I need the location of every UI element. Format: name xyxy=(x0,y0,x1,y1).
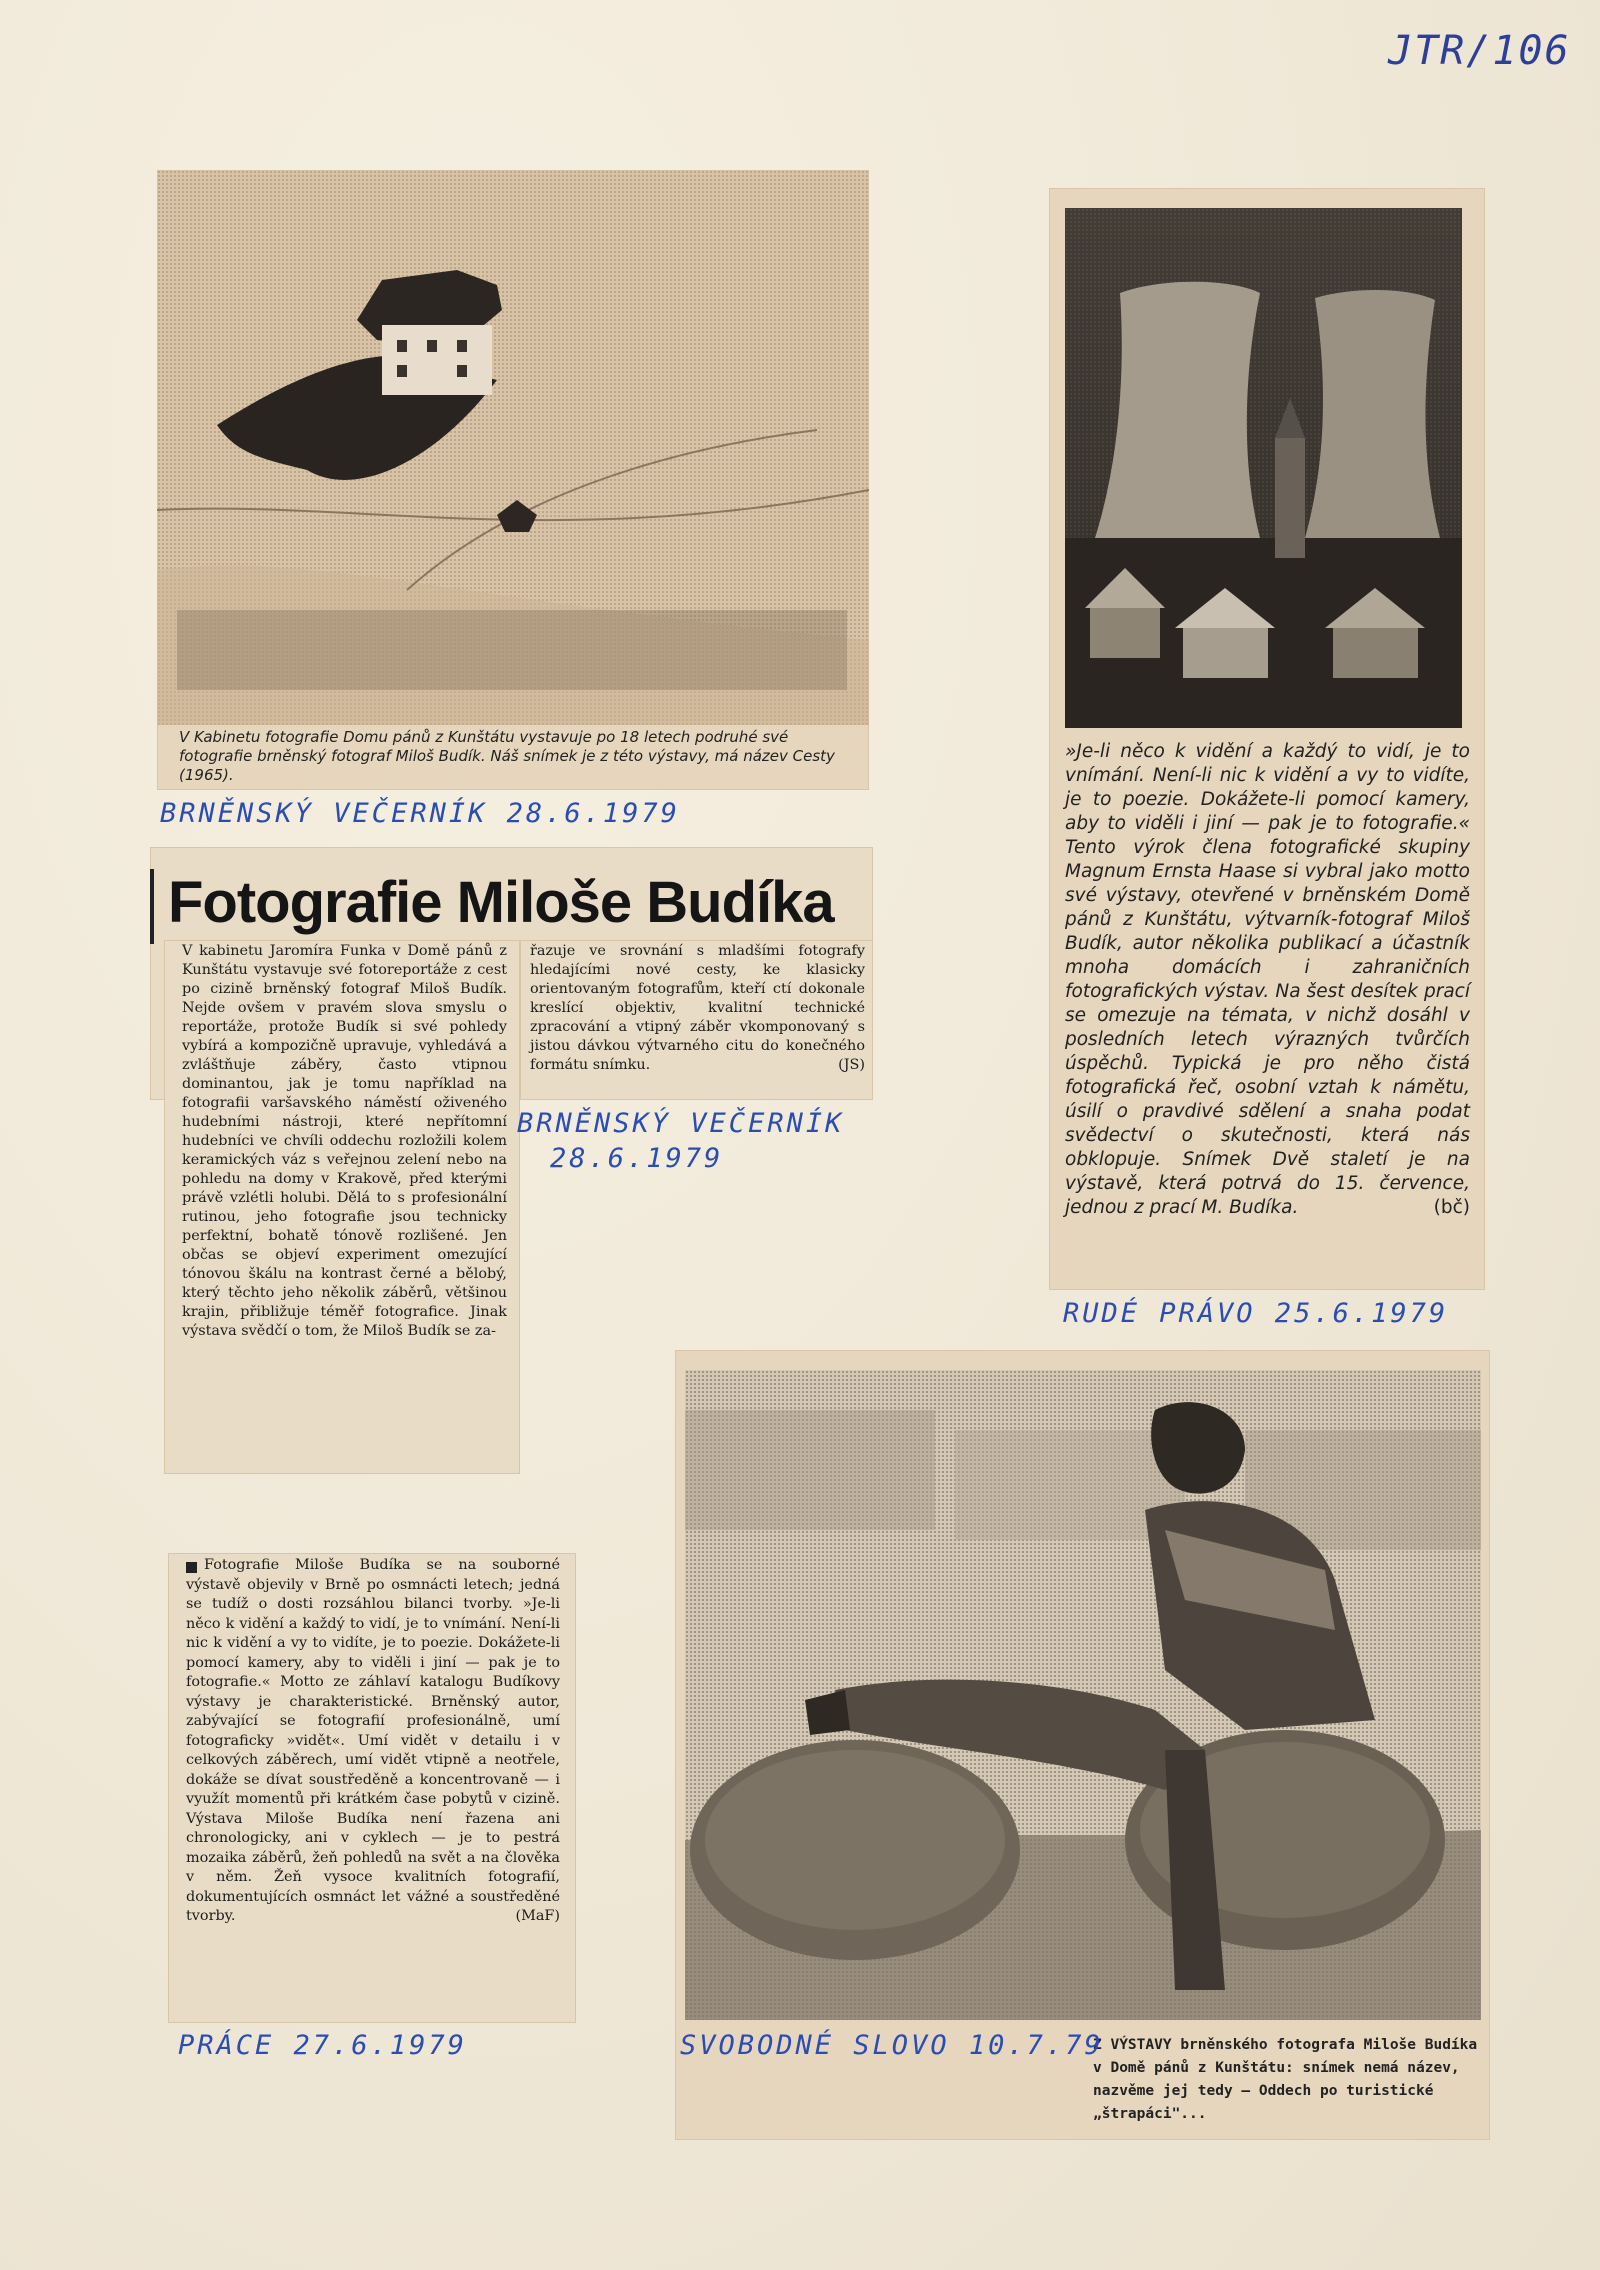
article-signature-js: (JS) xyxy=(838,1057,865,1073)
clipping-article-prace xyxy=(168,1553,576,2023)
clipping-photo-oddech xyxy=(675,1350,1490,2140)
clipping-photo-cesty xyxy=(157,170,869,790)
seated-woman-image xyxy=(685,1370,1481,2020)
source-note-rude-pravo: RUDÉ PRÁVO 25.6.1979 xyxy=(1063,1298,1449,1329)
clipping-article-column-right xyxy=(520,940,873,1100)
cooling-towers-image xyxy=(1065,208,1462,728)
article-text-rude-pravo xyxy=(1065,740,1470,1220)
archive-reference: JTR/106 xyxy=(1388,28,1571,74)
article-headline: Fotografie Miloše Budíka xyxy=(168,870,834,935)
article-text-right-body: řazuje ve srovnání s mladšími fotografy hledajícími nové cesty, ke klasicky orientovaným fotografům, kteří ctí dokonale kreslící objektiv, kvalitní technické zpracování a vtipný záběr vkomponovaný s jistou dávkou výtvarného citu do konečného formátu snímku. xyxy=(530,943,865,1073)
photo-cesty xyxy=(157,170,869,725)
landscape-image xyxy=(157,170,869,725)
article-signature-bc: (bč) xyxy=(1433,1197,1470,1218)
headline-rule xyxy=(150,869,154,944)
article-body-rude-pravo: »Je-li něco k vidění a každý to vidí, je to vnímání. Není-li nic k vidění a vy to vidíte, je to poezie. Dokážete-li pomocí kamery, aby to viděli i jiní — pak je to fotografie.« Tento výrok člena fotografické skupiny Magnum Ernsta Haase si vybral jako motto své výstavy, otevřené v brněnském Domě pánů z Kunštátu, výtvarník-fotograf Miloš Budík, autor několika publikací a účastník mnoha domácích i zahraničních fotografických výstav. Na šest desítek prací se omezuje na témata, v nichž dosáhl v posledních letech výrazných tvůrčích úspěchů. Typická je pro něho čistá fotografická řeč, osobní vztah k námětu, úsilí o pravdivé sdělení a snaha podat svědectví o skutečnosti, která nás obklopuje. Snímek Dvě staletí je na výstavě, která potrvá do 15. července, jednou z prací M. Budíka. xyxy=(1065,741,1470,1218)
source-note-svobodne-slovo: SVOBODNÉ SLOVO 10.7.79 xyxy=(680,2030,1104,2061)
source-note-prace: PRÁCE 27.6.1979 xyxy=(178,2030,467,2061)
photo-oddech xyxy=(685,1370,1481,2020)
article-text-prace xyxy=(186,1556,560,1927)
source-note-brnensky-vecernik-2: BRNĚNSKÝ VEČERNÍK xyxy=(517,1108,845,1139)
photo-dve-staleti xyxy=(1065,208,1462,728)
photo-caption-oddech xyxy=(1093,2034,1481,2126)
article-text-right xyxy=(530,942,865,1075)
photo-caption-lead: Z VÝSTAVY xyxy=(1093,2037,1172,2053)
photo-caption-body: brněnského fotografa Miloše Budíka v Domě pánů z Kunštátu: snímek nemá název, nazvěme jej tedy — Oddech po turistické „štrapáci"... xyxy=(1093,2037,1478,2122)
source-note-date-2: 28.6.1979 xyxy=(550,1143,724,1174)
article-signature-maf: (MaF) xyxy=(515,1908,560,1924)
clipping-photo-dve-staleti xyxy=(1049,188,1485,1290)
article-body-prace: Fotografie Miloše Budíka se na souborné výstavě objevily v Brně po osmnácti letech; jedná se tudíž o dosti rozsáhlou bilanci tvorby. »Je-li něco k vidění a každý to vidí, je to vnímání. Není-li nic k vidění a vy to vidíte, je to poezie. Dokážete-li pomocí kamery, aby to viděli i jiní — pak je to fotografie.« Motto ze záhlaví katalogu Budíkovy výstavy je charakteristické. Brněnský autor, zabývající se fotografií profesionálně, umí fotograficky »vidět«. Umí vidět v detailu i v celkových záběrech, umí vidět vtipně a neotřele, dokáže se dívat soustředěně a koncentrovaně — i využít momentů při krátkém čase pobytů v cizině. Výstava Miloše Budíka není řazena ani chronologicky, ani v cyklech — je to pestrá mozaika záběrů, žeň pohledů na svět a na člověka v něm. Žeň vysoce kvalitních fotografií, dokumentujících osmnáct let vážné a soustředěné tvorby. xyxy=(186,1557,560,1924)
clipping-article-column-left xyxy=(164,940,520,1474)
article-text-left: V kabinetu Jaromíra Funka v Domě pánů z Kunštátu vystavuje své fotoreportáže z cest po cizině brněnský fotograf Miloš Budík. Nejde ovšem v pravém slova smyslu o reportáže, protože Budík si své pohledy vybírá a kompozičně upravuje, vyhledává a zvláštňuje záběry, často vtipnou dominantou, jak je tomu například na fotografii varšavského náměstí oživeného hudebními nástroji, které nepřítomní hudebníci ve chvíli oddechu rozložili kolem keramických váz s veřejnou zelení nebo na pohledu na domy v Krakově, před kterými právě vzlétli holubi. Dělá to s profesionální rutinou, jeho fotografie jsou technicky perfektní, bohatě tónově rozlišené. Jen občas se objeví experiment omezující tónovou škálu na kontrast černé a bělobý, který těchto jeho několik záběrů, většinou krajin, přibližuje téměř fotografice. Jinak výstava svědčí o tom, že Miloš Budík se za- xyxy=(182,943,507,1339)
photo-caption-cesty: V Kabinetu fotografie Domu pánů z Kunštátu vystavuje po 18 letech podruhé své fotografie brněnský fotograf Miloš Budík. Náš snímek je z této výstavy, má název Cesty (1965). xyxy=(179,728,835,784)
source-note-brnensky-vecernik-1: BRNĚNSKÝ VEČERNÍK 28.6.1979 xyxy=(160,798,680,829)
